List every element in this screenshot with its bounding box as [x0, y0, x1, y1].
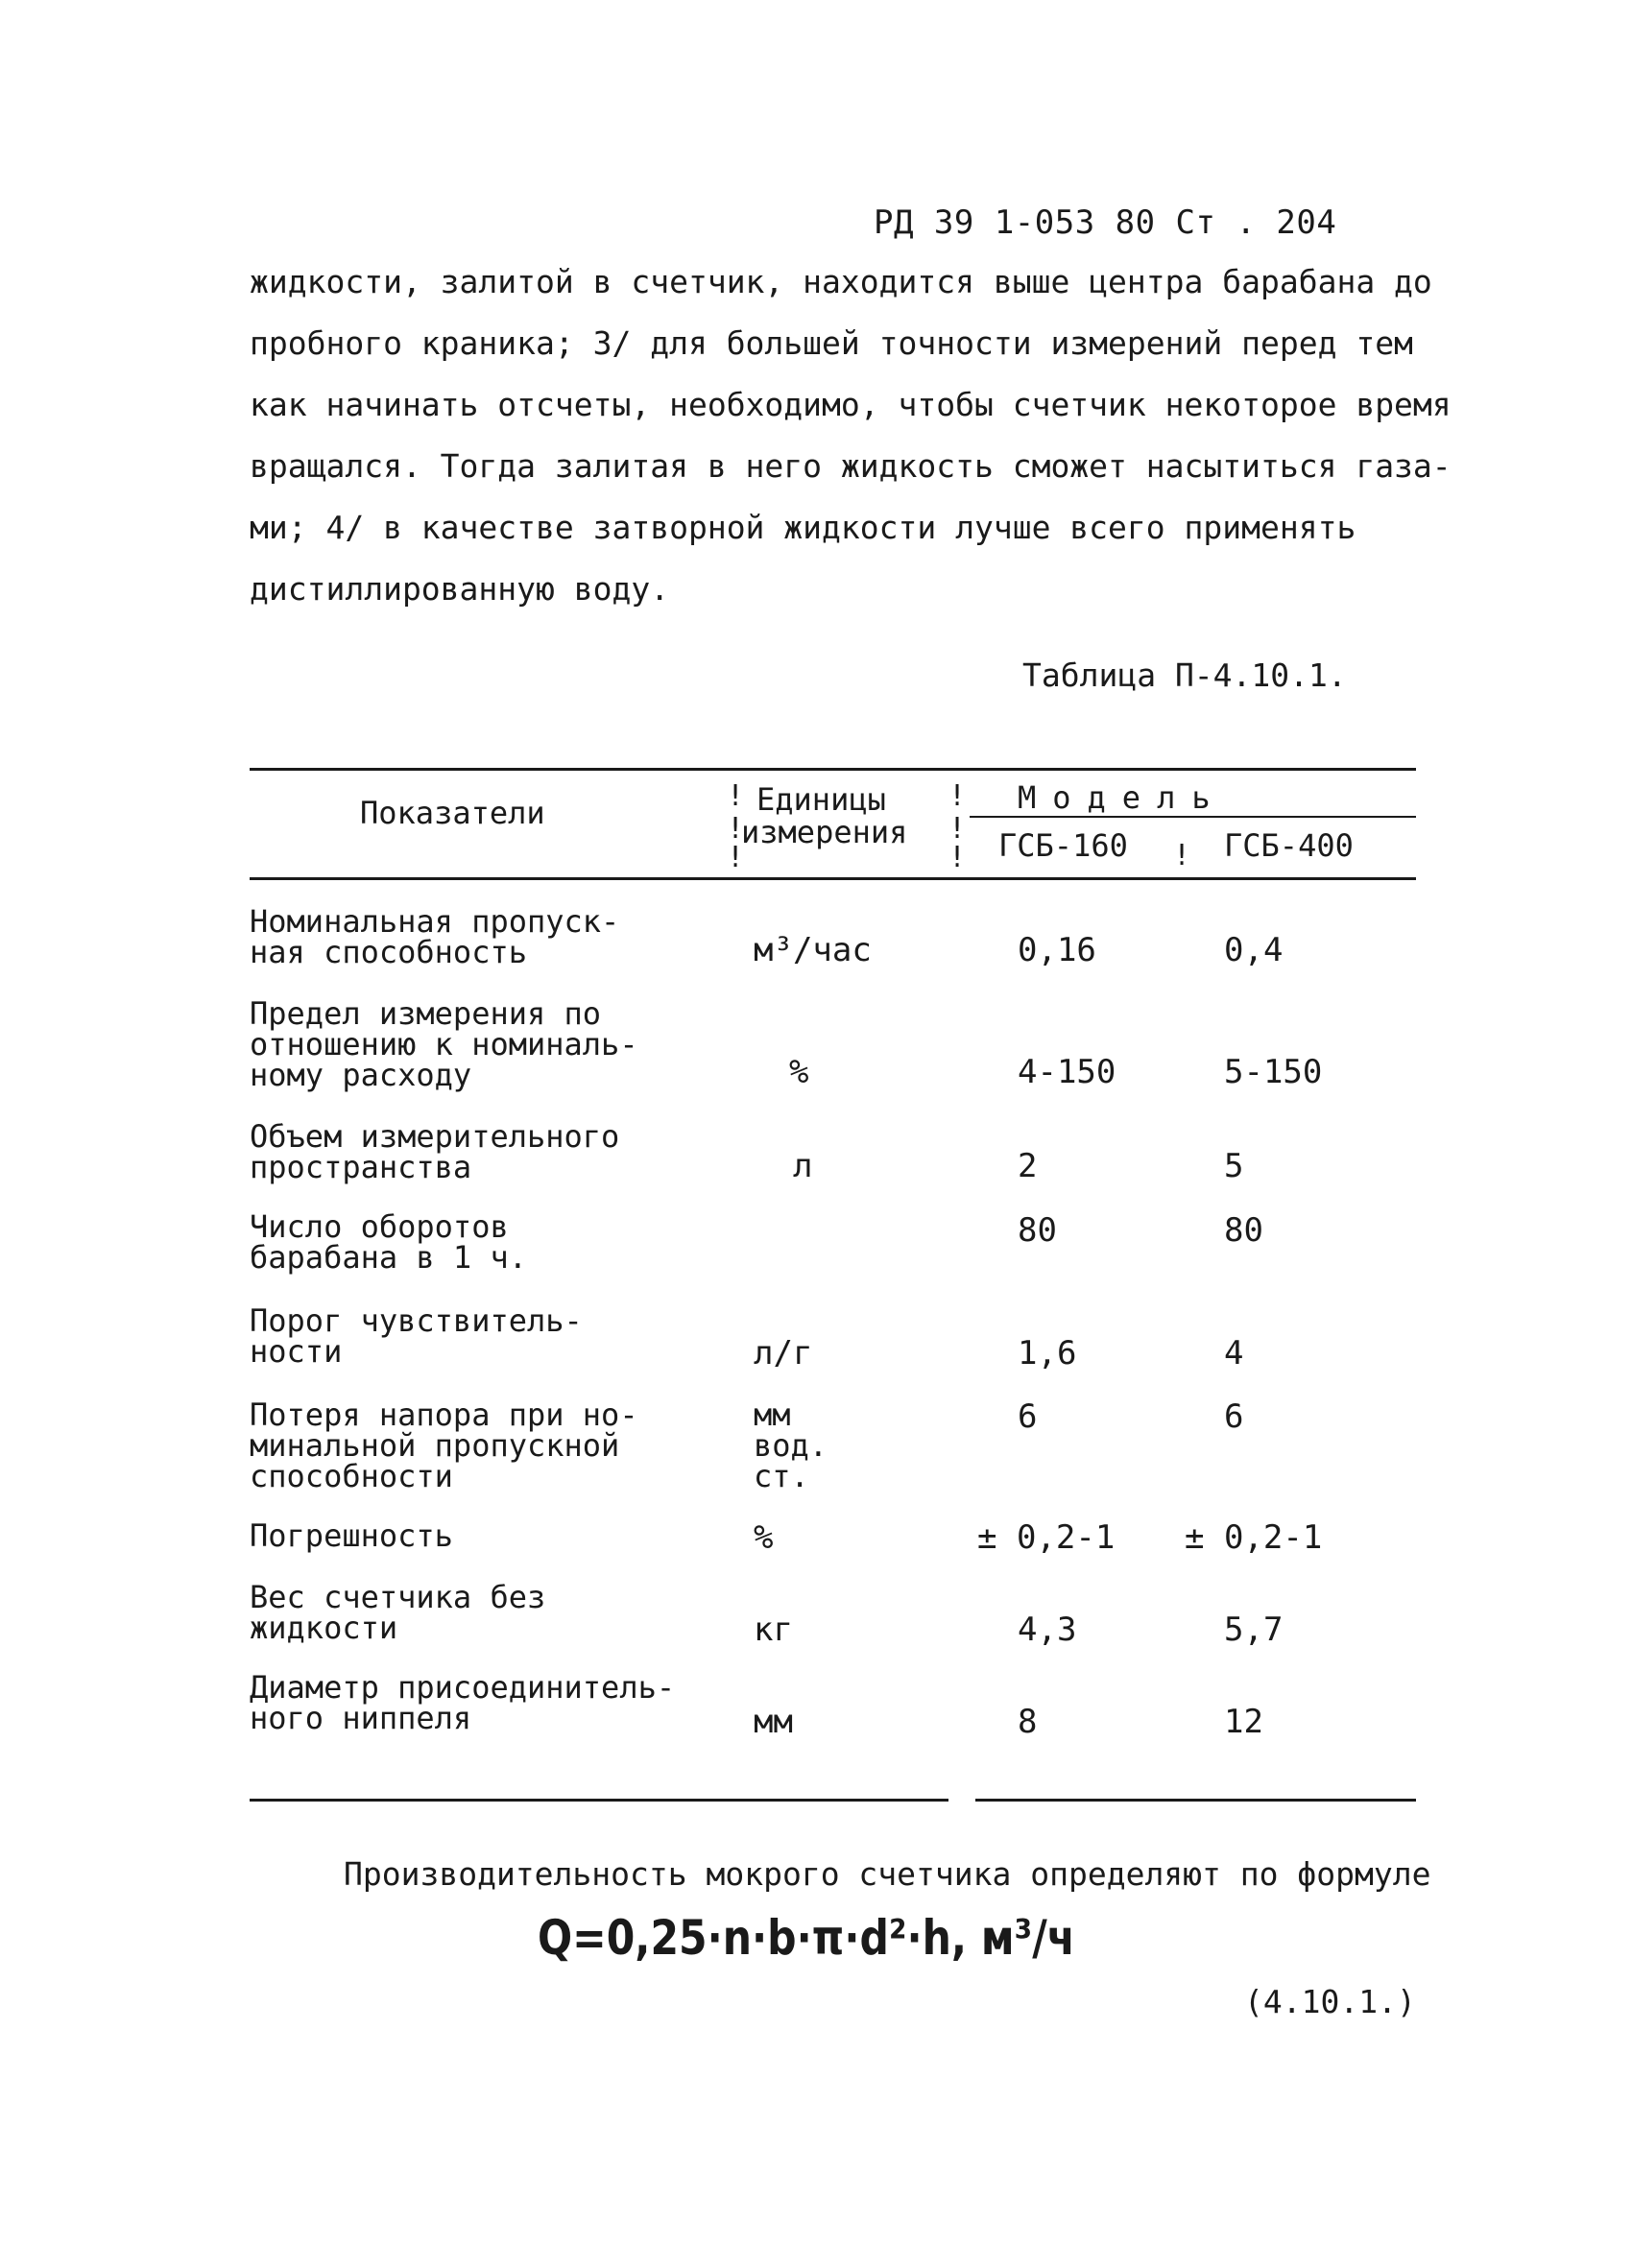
table-row-label: Число оборотов барабана в 1 ч. [250, 1208, 527, 1276]
header-model-b: ГСБ-400 [1224, 827, 1354, 864]
document-reference: РД 39 1-053 80 Ст . 204 [874, 203, 1337, 242]
header-indicator: Показатели [360, 795, 545, 831]
table-cell-model-a: 80 [1018, 1211, 1057, 1250]
table-cell-model-a: 4-150 [1018, 1053, 1116, 1091]
paragraph-line: как начинать отсчеты, необходимо, чтобы счетчик некоторое время [250, 386, 1452, 423]
table-cell-model-b: 5,7 [1224, 1611, 1284, 1649]
table-cell-unit: % [754, 1518, 774, 1557]
table-caption: Таблица П-4.10.1. [1022, 657, 1347, 694]
table-top-rule [250, 768, 1416, 771]
paragraph-line: пробного краника; 3/ для большей точности измерений перед тем [250, 324, 1413, 362]
table-cell-unit: мм вод. ст. [754, 1397, 828, 1494]
table-cell-model-b: 5 [1224, 1147, 1244, 1185]
table-cell-unit: кг [754, 1611, 793, 1649]
paragraph-line: жидкости, залитой в счетчик, находится выше центра барабана до [250, 263, 1432, 300]
header-bottom-rule [250, 877, 1416, 880]
table-cell-model-a: 6 [1018, 1397, 1038, 1436]
body-paragraph [250, 251, 1452, 620]
table-cell-model-b: 4 [1224, 1334, 1244, 1373]
table-cell-unit: м³/час [754, 931, 872, 969]
table-bottom-rule-left [250, 1799, 948, 1802]
table-row-label: Номинальная пропуск- ная способность [250, 903, 620, 970]
table-row-label: Потеря напора при но- минальной пропускной способности [250, 1397, 638, 1494]
table-cell-model-a: 8 [1018, 1703, 1038, 1741]
table-cell-model-b: 12 [1224, 1703, 1263, 1741]
header-model: Модель [1018, 779, 1227, 816]
table-bottom-rule-right [975, 1799, 1416, 1802]
table-cell-unit: мм [754, 1703, 793, 1741]
table-cell-model-a: 4,3 [1018, 1611, 1077, 1649]
model-subheader-rule [970, 816, 1416, 818]
table-cell-model-a: ± 0,2-1 [977, 1518, 1116, 1557]
table-cell-model-b: 6 [1224, 1397, 1244, 1436]
header-units-line2: измерения [741, 814, 908, 850]
header-model-a: ГСБ-160 [998, 827, 1128, 864]
header-separator: ! [948, 779, 967, 813]
table-row-label: Вес счетчика без жидкости [250, 1579, 546, 1646]
table-cell-unit: % [789, 1053, 809, 1091]
table-cell-unit: л [793, 1147, 813, 1185]
table-cell-model-b: ± 0,2-1 [1185, 1518, 1323, 1557]
table-cell-model-b: 80 [1224, 1211, 1263, 1250]
table-cell-unit: л/г [754, 1334, 813, 1373]
table-row-label: Погрешность [250, 1517, 453, 1554]
table-row-label: Объем измерительного пространства [250, 1118, 620, 1185]
formula-number: (4.10.1.) [1244, 1983, 1416, 2020]
header-separator: ! [948, 841, 967, 874]
header-separator: ! [1173, 839, 1191, 872]
table-row-label: Предел измерения по отношению к номиналь- ному расходу [250, 995, 638, 1093]
table-row-label: Порог чувствитель- ности [250, 1302, 583, 1370]
header-units-line1: Единицы [756, 781, 886, 818]
header-separator: ! [727, 841, 745, 874]
paragraph-line: ми; 4/ в качестве затворной жидкости лучше всего применять [250, 509, 1356, 546]
header-separator: ! [948, 812, 967, 846]
formula-expression: Q=0,25·n·b·π·d²·h, м³/ч [538, 1910, 1075, 1966]
table-cell-model-a: 0,16 [1018, 931, 1096, 969]
formula-intro: Производительность мокрого счетчика определяют по формуле [344, 1855, 1431, 1893]
table-cell-model-b: 5-150 [1224, 1053, 1323, 1091]
paragraph-line: дистиллированную воду. [250, 570, 670, 608]
table-cell-model-b: 0,4 [1224, 931, 1284, 969]
header-separator: ! [727, 779, 745, 813]
table-row-label: Диаметр присоединитель- ного ниппеля [250, 1669, 676, 1736]
header-separator: ! [727, 812, 745, 846]
table-cell-model-a: 2 [1018, 1147, 1038, 1185]
table-cell-model-a: 1,6 [1018, 1334, 1077, 1373]
paragraph-line: вращался. Тогда залитая в него жидкость сможет насытиться газа- [250, 447, 1452, 485]
